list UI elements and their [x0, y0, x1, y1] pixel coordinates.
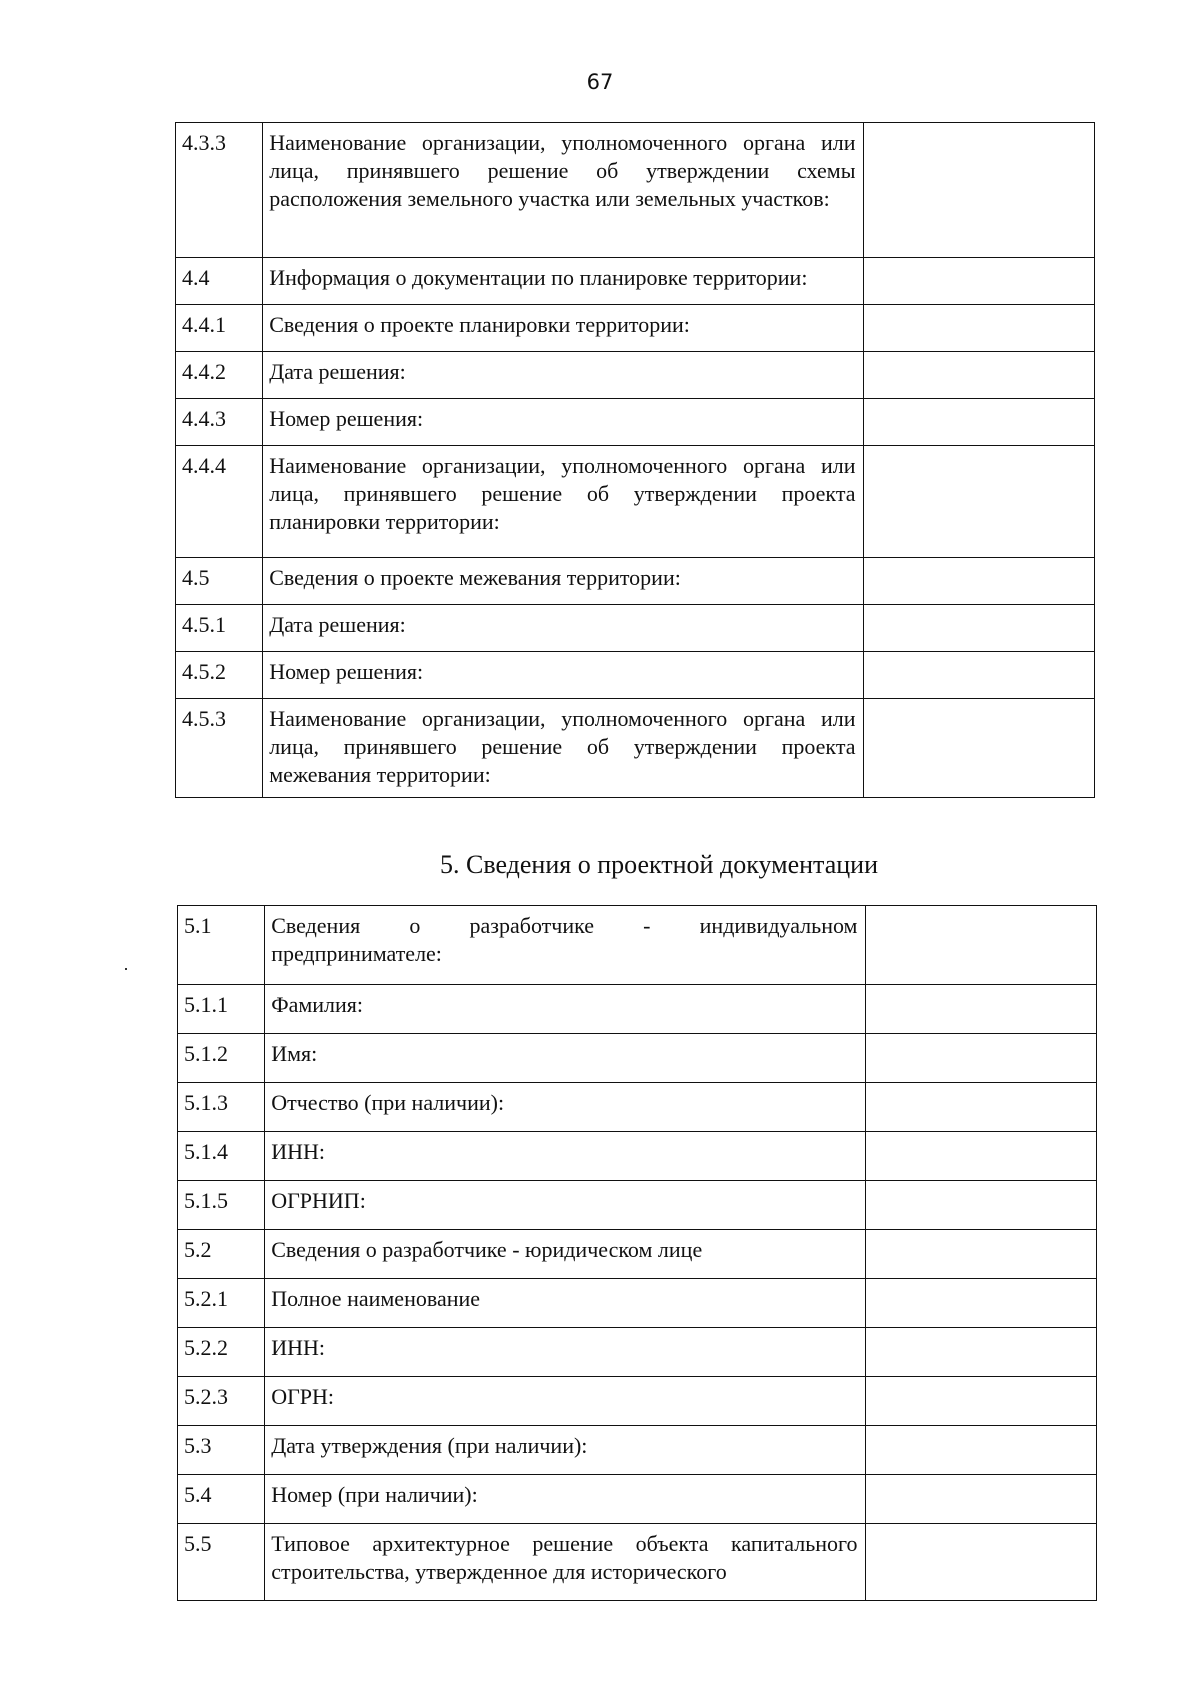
row-number: 5.4: [178, 1475, 265, 1524]
row-number: 4.4: [176, 258, 263, 305]
value-field[interactable]: [866, 1328, 1097, 1377]
table-row: [178, 1328, 1097, 1377]
value-field[interactable]: [866, 1034, 1097, 1083]
row-label: Имя:: [265, 1034, 866, 1083]
row-label: ОГРН:: [265, 1377, 866, 1426]
value-field[interactable]: [866, 1377, 1097, 1426]
row-label: Сведения о разработчике - юридическом лице: [265, 1230, 866, 1279]
table-row: [176, 446, 1095, 558]
row-label: Наименование организации, уполномоченного органа или лица, принявшего решение об утверждении схемы расположения земельного участка или земельных участков:: [263, 123, 864, 258]
value-field[interactable]: [864, 352, 1095, 399]
section-heading: 5. Сведения о проектной документации: [440, 850, 878, 879]
row-label: Дата решения:: [263, 352, 864, 399]
value-field[interactable]: [864, 605, 1095, 652]
table-row: [178, 1181, 1097, 1230]
row-label: ИНН:: [265, 1132, 866, 1181]
scan-speck: [125, 968, 127, 970]
value-field[interactable]: [864, 258, 1095, 305]
table-row: [178, 1377, 1097, 1426]
row-number: 4.5.1: [176, 605, 263, 652]
row-number: 5.2.2: [178, 1328, 265, 1377]
row-label: Наименование организации, уполномоченного органа или лица, принявшего решение об утверждении проекта планировки территории:: [263, 446, 864, 558]
value-field[interactable]: [864, 446, 1095, 558]
row-label: Сведения о проекте межевания территории:: [263, 558, 864, 605]
table-row: [178, 985, 1097, 1034]
table-row: [178, 1475, 1097, 1524]
row-number: 4.5.2: [176, 652, 263, 699]
row-number: 4.5.3: [176, 699, 263, 798]
row-label: Дата утверждения (при наличии):: [265, 1426, 866, 1475]
row-label: Информация о документации по планировке территории:: [263, 258, 864, 305]
table-row: [178, 906, 1097, 985]
table-row: [176, 699, 1095, 798]
row-number: 5.1.4: [178, 1132, 265, 1181]
row-number: 5.1: [178, 906, 265, 985]
table-row: [176, 305, 1095, 352]
value-field[interactable]: [866, 1475, 1097, 1524]
table-row: [176, 652, 1095, 699]
row-number: 5.3: [178, 1426, 265, 1475]
value-field[interactable]: [866, 1083, 1097, 1132]
table-row: [176, 352, 1095, 399]
row-number: 4.5: [176, 558, 263, 605]
table-body: [178, 906, 1097, 1601]
row-label: ОГРНИП:: [265, 1181, 866, 1230]
row-number: 5.1.2: [178, 1034, 265, 1083]
row-label: Номер (при наличии):: [265, 1475, 866, 1524]
value-field[interactable]: [864, 123, 1095, 258]
table-row: [176, 399, 1095, 446]
value-field[interactable]: [866, 1181, 1097, 1230]
row-label: Наименование организации, уполномоченного органа или лица, принявшего решение об утверждении проекта межевания территории:: [263, 699, 864, 798]
value-field[interactable]: [866, 906, 1097, 985]
row-label: Фамилия:: [265, 985, 866, 1034]
row-number: 5.1.5: [178, 1181, 265, 1230]
table-row: [178, 1524, 1097, 1601]
row-label: Сведения о проекте планировки территории:: [263, 305, 864, 352]
value-field[interactable]: [864, 699, 1095, 798]
land-planning-table: [175, 122, 1095, 798]
value-field[interactable]: [866, 1524, 1097, 1601]
table-row: [178, 1132, 1097, 1181]
page-number: 67: [586, 70, 614, 94]
row-label: Сведения о разработчике - индивидуальном предпринимателе:: [265, 906, 866, 985]
row-number: 5.1.1: [178, 985, 265, 1034]
row-number: 5.1.3: [178, 1083, 265, 1132]
row-number: 5.5: [178, 1524, 265, 1601]
value-field[interactable]: [866, 1230, 1097, 1279]
row-label: Номер решения:: [263, 399, 864, 446]
table-row: [176, 558, 1095, 605]
value-field[interactable]: [866, 1426, 1097, 1475]
row-label: Отчество (при наличии):: [265, 1083, 866, 1132]
row-number: 5.2.3: [178, 1377, 265, 1426]
table-row: [178, 1279, 1097, 1328]
row-label: Номер решения:: [263, 652, 864, 699]
row-number: 5.2.1: [178, 1279, 265, 1328]
row-number: 4.4.4: [176, 446, 263, 558]
table-row: [178, 1034, 1097, 1083]
project-documentation-table: [177, 905, 1097, 1601]
row-number: 4.4.3: [176, 399, 263, 446]
value-field[interactable]: [864, 305, 1095, 352]
row-label: ИНН:: [265, 1328, 866, 1377]
table-row: [178, 1083, 1097, 1132]
row-label: Дата решения:: [263, 605, 864, 652]
table-row: [178, 1230, 1097, 1279]
table-row: [176, 123, 1095, 258]
value-field[interactable]: [864, 652, 1095, 699]
table-row: [176, 605, 1095, 652]
row-number: 4.4.1: [176, 305, 263, 352]
value-field[interactable]: [864, 558, 1095, 605]
value-field[interactable]: [866, 1132, 1097, 1181]
row-label: Типовое архитектурное решение объекта капитального строительства, утвержденное для исторического: [265, 1524, 866, 1601]
value-field[interactable]: [864, 399, 1095, 446]
value-field[interactable]: [866, 1279, 1097, 1328]
table-row: [178, 1426, 1097, 1475]
row-number: 4.3.3: [176, 123, 263, 258]
table-row: [176, 258, 1095, 305]
row-number: 5.2: [178, 1230, 265, 1279]
row-number: 4.4.2: [176, 352, 263, 399]
value-field[interactable]: [866, 985, 1097, 1034]
table-body: [176, 123, 1095, 798]
row-label: Полное наименование: [265, 1279, 866, 1328]
